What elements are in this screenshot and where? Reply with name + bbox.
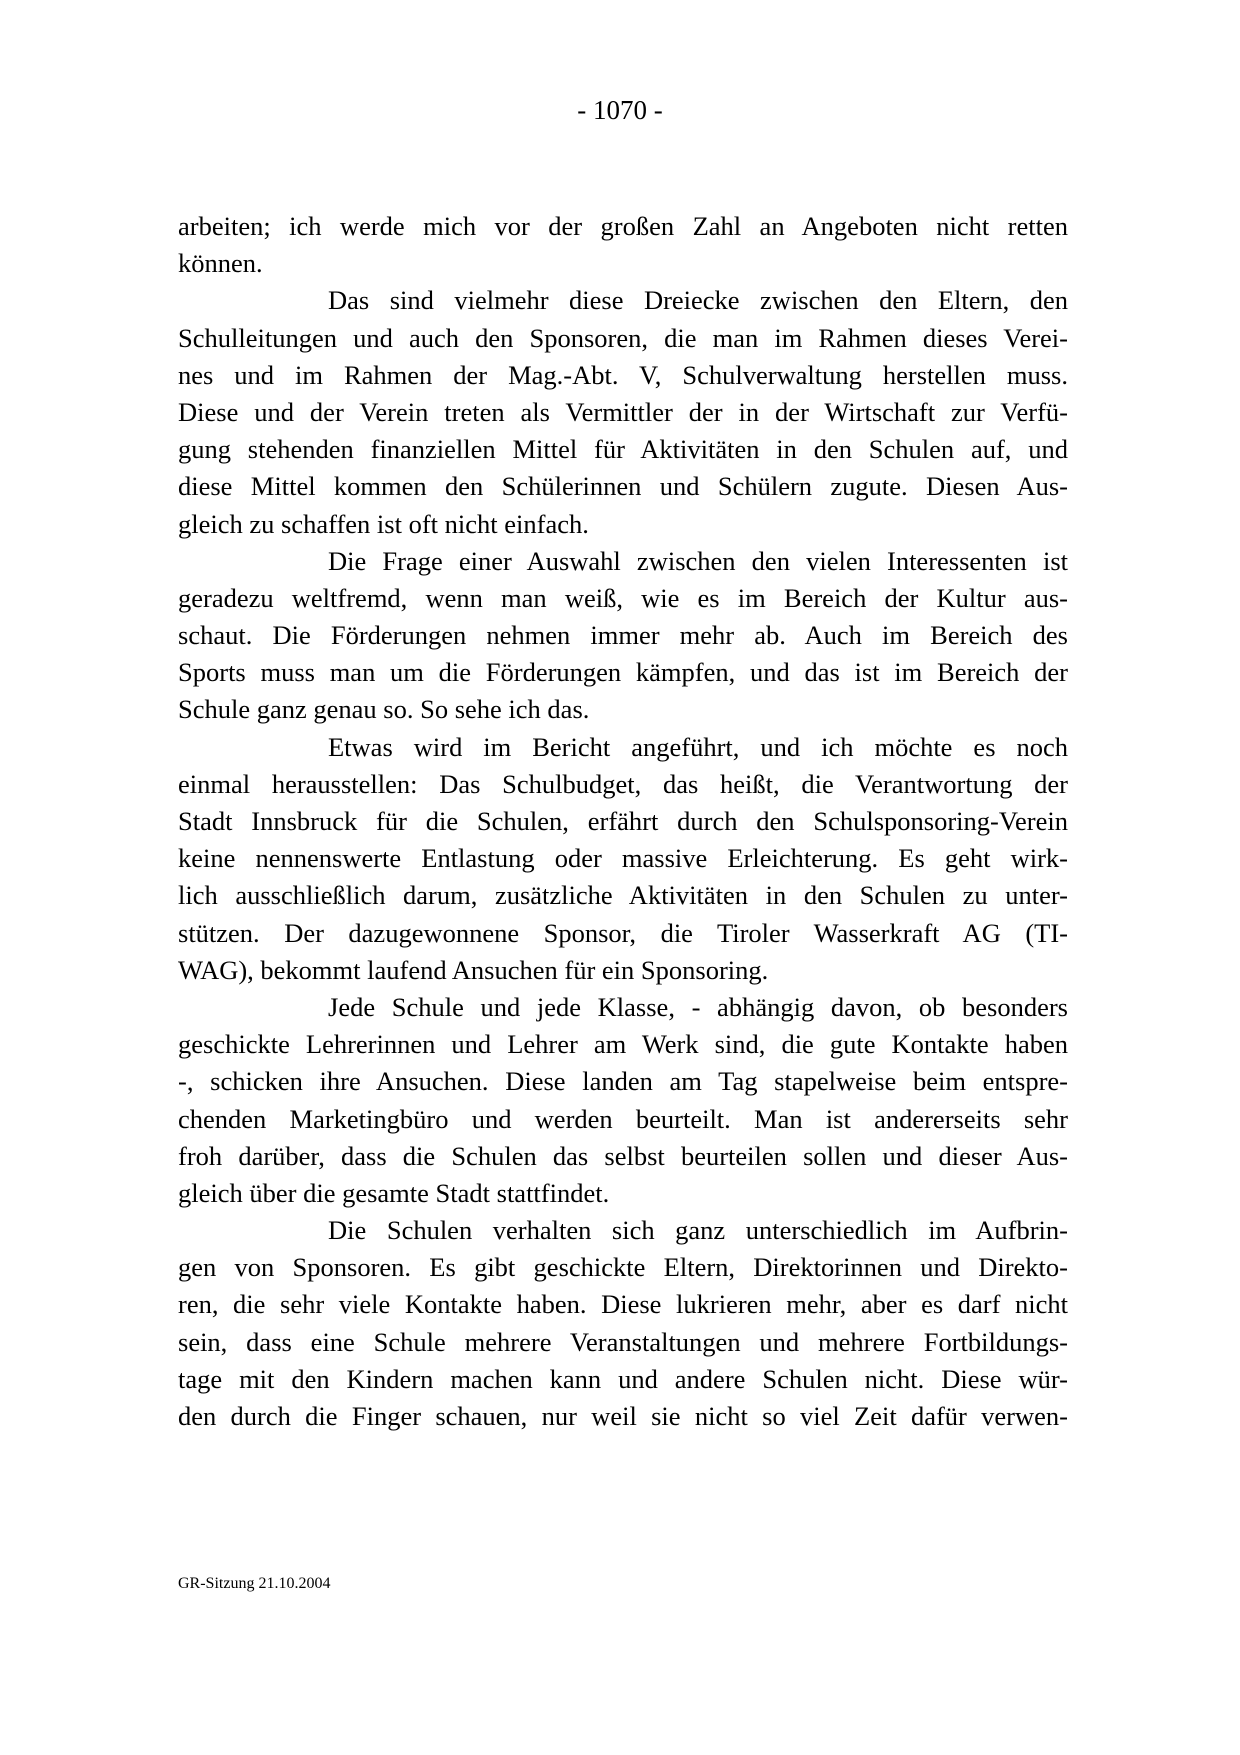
text-line: können.: [178, 248, 263, 279]
text-line: geschickte Lehrerinnen und Lehrer am Werk sind, die gute Kontakte haben: [178, 1029, 1068, 1060]
text-line: chenden Marketingbüro und werden beurteilt. Man ist andererseits sehr: [178, 1103, 1068, 1134]
text-line: schaut. Die Förderungen nehmen immer mehr ab. Auch im Bereich des: [178, 620, 1068, 651]
paragraph-4: [178, 729, 1068, 989]
page-number: - 1070 -: [577, 95, 663, 125]
text-line: geradezu weltfremd, wenn man weiß, wie es im Bereich der Kultur aus-: [178, 582, 1068, 613]
text-line: diese Mittel kommen den Schülerinnen und Schülern zugute. Diesen Aus-: [178, 471, 1068, 502]
text-line: Schule ganz genau so. So sehe ich das.: [178, 694, 590, 725]
text-line: Etwas wird im Bericht angeführt, und ich möchte es noch: [328, 731, 1068, 762]
text-line: gung stehenden finanziellen Mittel für Aktivitäten in den Schulen auf, und: [178, 434, 1068, 465]
text-line: gen von Sponsoren. Es gibt geschickte Eltern, Direktorinnen und Direkto-: [178, 1252, 1068, 1283]
paragraph-1: [178, 208, 1068, 282]
paragraph-5: [178, 989, 1068, 1212]
footer-session-date: GR-Sitzung 21.10.2004: [178, 1575, 331, 1592]
text-line: keine nennenswerte Entlastung oder massive Erleichterung. Es geht wirk-: [178, 843, 1068, 874]
paragraph-3: [178, 543, 1068, 729]
text-line: Sports muss man um die Förderungen kämpfen, und das ist im Bereich der: [178, 657, 1068, 688]
text-line: Diese und der Verein treten als Vermittler der in der Wirtschaft zur Verfü-: [178, 396, 1068, 427]
text-line: Jede Schule und jede Klasse, - abhängig davon, ob besonders: [328, 991, 1068, 1022]
text-line: stützen. Der dazugewonnene Sponsor, die Tiroler Wasserkraft AG (TI-: [178, 917, 1068, 948]
text-line: tage mit den Kindern machen kann und andere Schulen nicht. Diese wür-: [178, 1363, 1068, 1394]
text-line: WAG), bekommt laufend Ansuchen für ein Sponsoring.: [178, 954, 769, 985]
text-line: Die Schulen verhalten sich ganz unterschiedlich im Aufbrin-: [328, 1215, 1068, 1246]
text-line: froh darüber, dass die Schulen das selbst beurteilen sollen und dieser Aus-: [178, 1140, 1068, 1171]
text-line: sein, dass eine Schule mehrere Veranstaltungen und mehrere Fortbildungs-: [178, 1326, 1068, 1357]
paragraph-6: [178, 1212, 1068, 1435]
text-line: den durch die Finger schauen, nur weil sie nicht so viel Zeit dafür verwen-: [178, 1401, 1068, 1431]
text-line: ren, die sehr viele Kontakte haben. Diese lukrieren mehr, aber es darf nicht: [178, 1289, 1068, 1320]
text-line: einmal herausstellen: Das Schulbudget, das heißt, die Verantwortung der: [178, 768, 1068, 799]
text-line: Das sind vielmehr diese Dreiecke zwischen den Eltern, den: [328, 285, 1068, 316]
text-line: -, schicken ihre Ansuchen. Diese landen am Tag stapelweise beim entspre-: [178, 1066, 1068, 1097]
text-line: Stadt Innsbruck für die Schulen, erfährt durch den Schulsponsoring-Verein: [178, 806, 1068, 836]
text-line: Schulleitungen und auch den Sponsoren, die man im Rahmen dieses Verei-: [178, 322, 1068, 353]
text-line: nes und im Rahmen der Mag.-Abt. V, Schulverwaltung herstellen muss.: [178, 359, 1068, 390]
text-line: gleich zu schaffen ist oft nicht einfach.: [178, 508, 589, 539]
text-line: lich ausschließlich darum, zusätzliche Aktivitäten in den Schulen zu unter-: [178, 880, 1068, 911]
body-text: [178, 208, 1068, 1435]
paragraph-2: [178, 282, 1068, 542]
text-line: arbeiten; ich werde mich vor der großen Zahl an Angeboten nicht retten: [178, 211, 1068, 241]
text-line: gleich über die gesamte Stadt stattfindet.: [178, 1177, 610, 1208]
text-line: Die Frage einer Auswahl zwischen den vielen Interessenten ist: [328, 545, 1068, 576]
